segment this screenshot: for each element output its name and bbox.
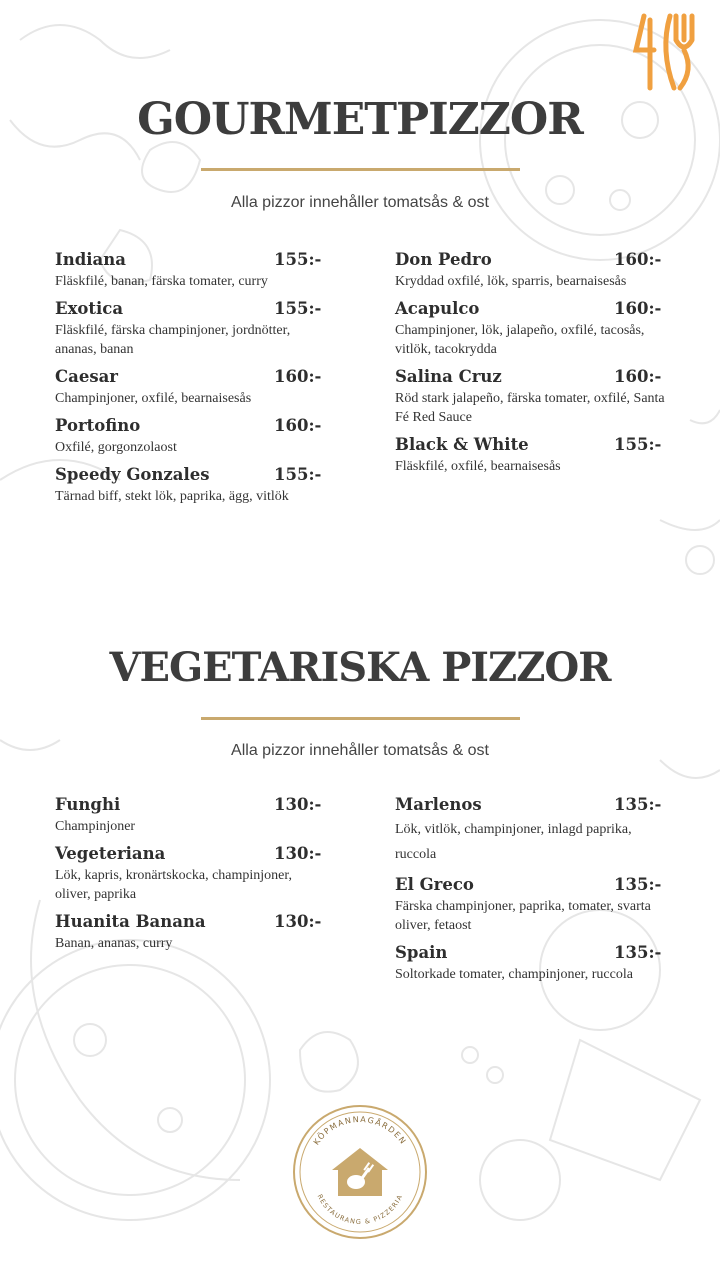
item-name: Marlenos [395,795,482,814]
item-price: 160:- [614,367,662,386]
restaurant-logo-icon [292,1104,428,1240]
item-description: Lök, kapris, kronärtskocka, champinjoner, oliver, paprika [55,868,292,902]
item-description: Lök, vitlök, champinjoner, inlagd paprika, ruccola [395,822,632,862]
gourmet-left-column [55,250,330,514]
gourmet-right-column [395,250,670,484]
item-price: 135:- [614,943,662,962]
item-description: Champinjoner [55,819,136,834]
item-description: Champinjoner, oxfilé, bearnaisesås [55,391,252,406]
item-name: Vegeteriana [55,844,166,863]
corner-fork-logo-icon [630,10,700,94]
item-description: Fläskfilé, oxfilé, bearnaisesås [395,459,561,474]
menu-item [395,435,670,476]
menu-item [55,795,330,836]
vegetarian-divider [201,717,520,720]
item-name: Spain [395,943,448,962]
vegetarian-right-column [395,795,670,992]
logo-tagline: RESTAURANG & PIZZERIA [315,1192,405,1227]
item-price: 160:- [614,250,662,269]
item-name: Acapulco [395,299,480,318]
menu-item [395,875,670,935]
gourmet-subtitle: Alla pizzor innehåller tomatsås & ost [231,194,489,211]
menu-item [395,250,670,291]
item-description: Soltorkade tomater, champinjoner, ruccola [395,967,633,982]
item-name: Exotica [55,299,124,318]
item-name: Huanita Banana [55,912,206,931]
menu-item [55,250,330,291]
item-description: Banan, ananas, curry [55,936,173,951]
menu-item [395,299,670,359]
item-name: Caesar [55,367,118,386]
item-name: Salina Cruz [395,367,502,386]
item-name: Black & White [395,435,529,454]
item-description: Färska champinjoner, paprika, tomater, svarta oliver, fetaost [395,899,651,933]
item-price: 135:- [614,795,662,814]
gourmet-divider [201,168,520,171]
item-description: Tärnad biff, stekt lök, paprika, ägg, vitlök [55,489,289,504]
vegetarian-title: VEGETARISKA PIZZOR [109,644,611,691]
item-name: Don Pedro [395,250,492,269]
item-price: 130:- [274,844,322,863]
item-price: 130:- [274,795,322,814]
item-description: Fläskfilé, färska champinjoner, jordnötter, ananas, banan [55,323,291,357]
item-price: 135:- [614,875,662,894]
menu-item [395,943,670,984]
vegetarian-left-column [55,795,330,961]
item-description: Kryddad oxfilé, lök, sparris, bearnaisesås [395,274,627,289]
item-price: 155:- [274,299,322,318]
menu-item [395,795,670,867]
item-description: Fläskfilé, banan, färska tomater, curry [55,274,268,289]
menu-item [55,912,330,953]
menu-item [55,367,330,408]
item-price: 155:- [274,465,322,484]
item-name: Indiana [55,250,126,269]
item-name: Portofino [55,416,141,435]
gourmet-title: GOURMETPIZZOR [137,94,583,145]
menu-item [55,416,330,457]
item-price: 130:- [274,912,322,931]
item-name: Speedy Gonzales [55,465,210,484]
vegetarian-subtitle: Alla pizzor innehåller tomatsås & ost [231,742,489,759]
item-description: Oxfilé, gorgonzolaost [55,440,177,455]
item-description: Röd stark jalapeño, färska tomater, oxfilé, Santa Fé Red Sauce [395,391,665,425]
item-price: 155:- [614,435,662,454]
menu-item [395,367,670,427]
item-price: 160:- [614,299,662,318]
logo-name: KÖPMANNAGÅRDEN [311,1114,409,1147]
item-price: 155:- [274,250,322,269]
menu-item [55,299,330,359]
menu-item [55,844,330,904]
item-price: 160:- [274,367,322,386]
item-name: Funghi [55,795,121,814]
menu-item [55,465,330,506]
item-name: El Greco [395,875,474,894]
item-price: 160:- [274,416,322,435]
item-description: Champinjoner, lök, jalapeño, oxfilé, tacosås, vitlök, tacokrydda [395,323,645,357]
